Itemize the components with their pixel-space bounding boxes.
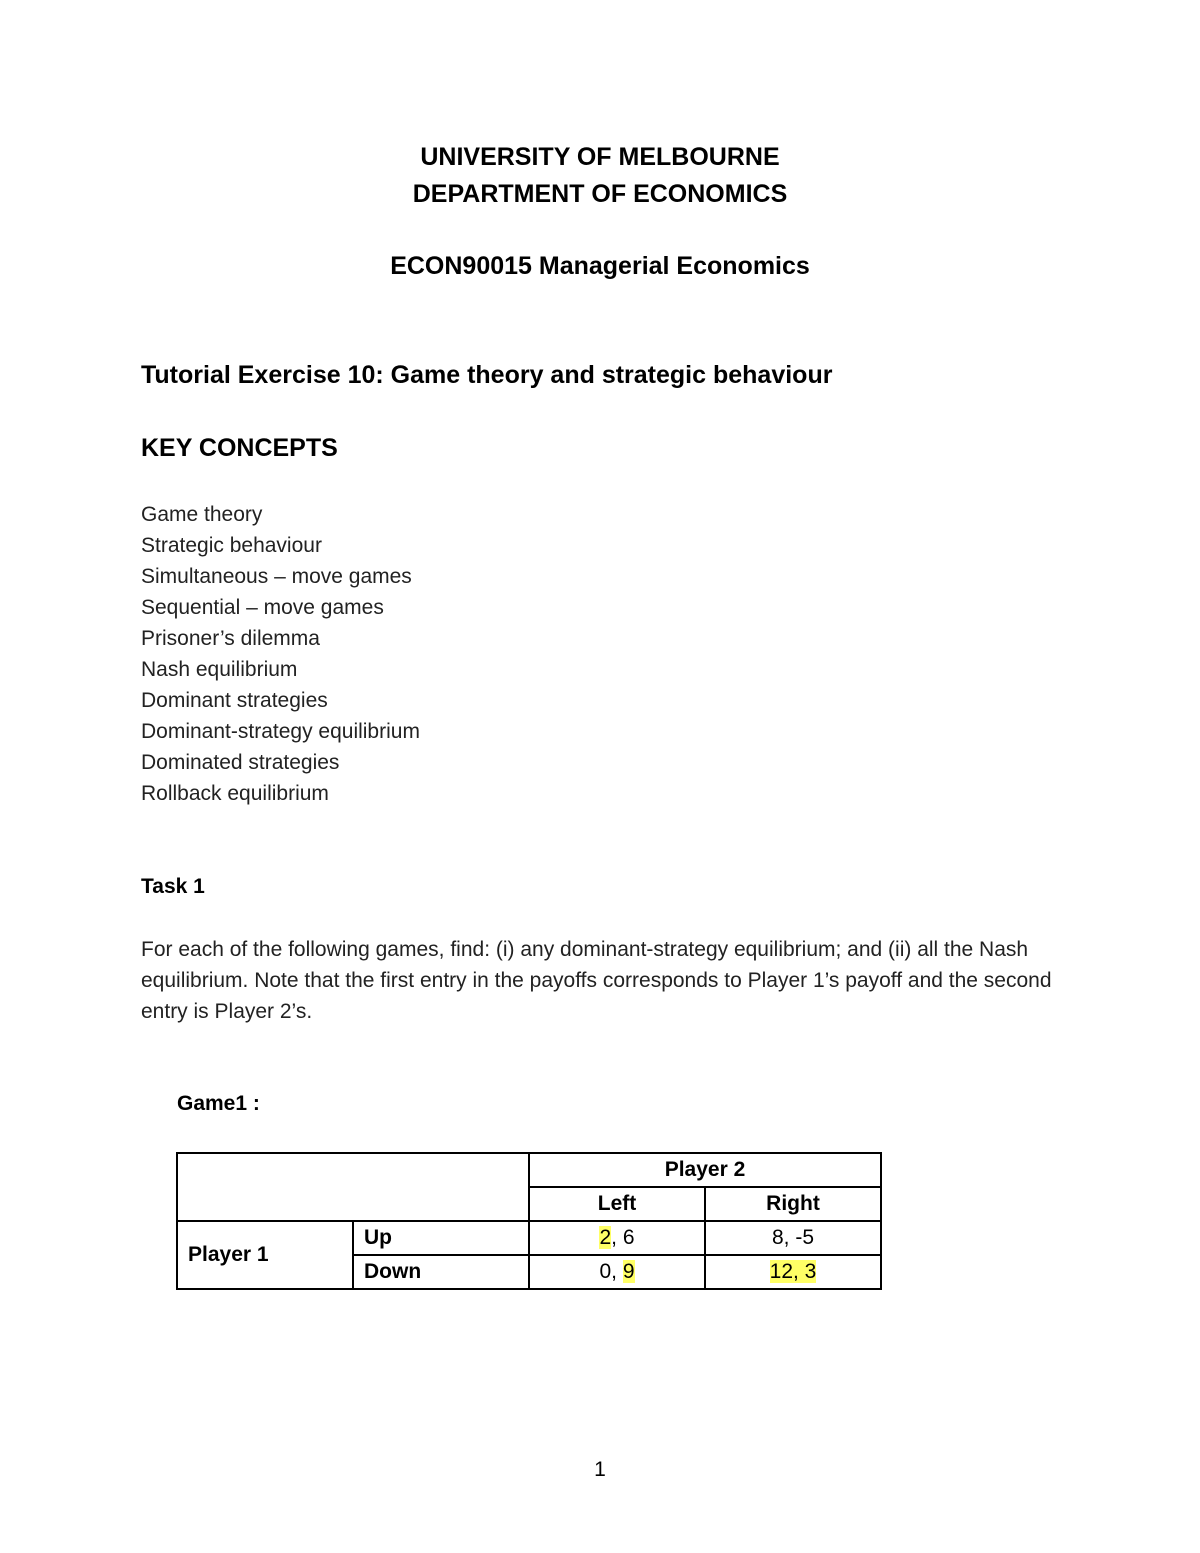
task-1-instructions: For each of the following games, find: (i) any dominant-strategy equilibrium; and (ii) all the Nash equilibrium. Note that the first entry in the payoffs corresponds to Player 1’s payoff and the second entry is Player 2’s.	[141, 938, 1052, 1023]
concept-item: Dominated strategies	[141, 751, 340, 774]
concept-item: Strategic behaviour	[141, 534, 322, 557]
key-concepts-heading: KEY CONCEPTS	[141, 434, 338, 462]
game-1-payoff-table	[176, 1152, 882, 1290]
payoff-down-right	[705, 1255, 881, 1289]
table-corner-cell	[177, 1153, 529, 1221]
payoff-separator: ,	[611, 1226, 623, 1249]
row-up-header: Up	[353, 1221, 529, 1255]
concept-item: Rollback equilibrium	[141, 782, 329, 805]
department-name: DEPARTMENT OF ECONOMICS	[412, 180, 788, 208]
concept-item: Sequential – move games	[141, 596, 384, 619]
tutorial-title: Tutorial Exercise 10: Game theory and strategic behaviour	[141, 361, 833, 389]
concept-item: Simultaneous – move games	[141, 565, 412, 588]
payoff-down-left	[529, 1255, 705, 1289]
player-1-header: Player 1	[177, 1221, 353, 1289]
payoff-separator: ,	[611, 1260, 623, 1283]
page-number: 1	[594, 1458, 606, 1481]
best-response-highlight: 12, 3	[769, 1260, 817, 1283]
game-1-label: Game1 :	[177, 1092, 260, 1115]
task-1-heading: Task 1	[141, 875, 205, 898]
row-down-header: Down	[353, 1255, 529, 1289]
concept-item: Prisoner’s dilemma	[141, 627, 320, 650]
concept-item: Dominant-strategy equilibrium	[141, 720, 420, 743]
course-title: ECON90015 Managerial Economics	[390, 252, 810, 280]
best-response-highlight: 2	[599, 1226, 612, 1249]
university-name: UNIVERSITY OF MELBOURNE	[420, 143, 780, 171]
payoff-value: 6	[622, 1226, 635, 1249]
concept-item: Game theory	[141, 503, 263, 526]
key-concepts-list	[141, 499, 420, 809]
concept-item: Dominant strategies	[141, 689, 328, 712]
concept-item: Nash equilibrium	[141, 658, 298, 681]
column-right-header: Right	[705, 1187, 881, 1221]
payoff-value: 0	[599, 1260, 612, 1283]
best-response-highlight: 9	[622, 1260, 635, 1283]
payoff-up-right: 8, -5	[705, 1221, 881, 1255]
player-2-header: Player 2	[529, 1153, 881, 1187]
column-left-header: Left	[529, 1187, 705, 1221]
payoff-up-left	[529, 1221, 705, 1255]
